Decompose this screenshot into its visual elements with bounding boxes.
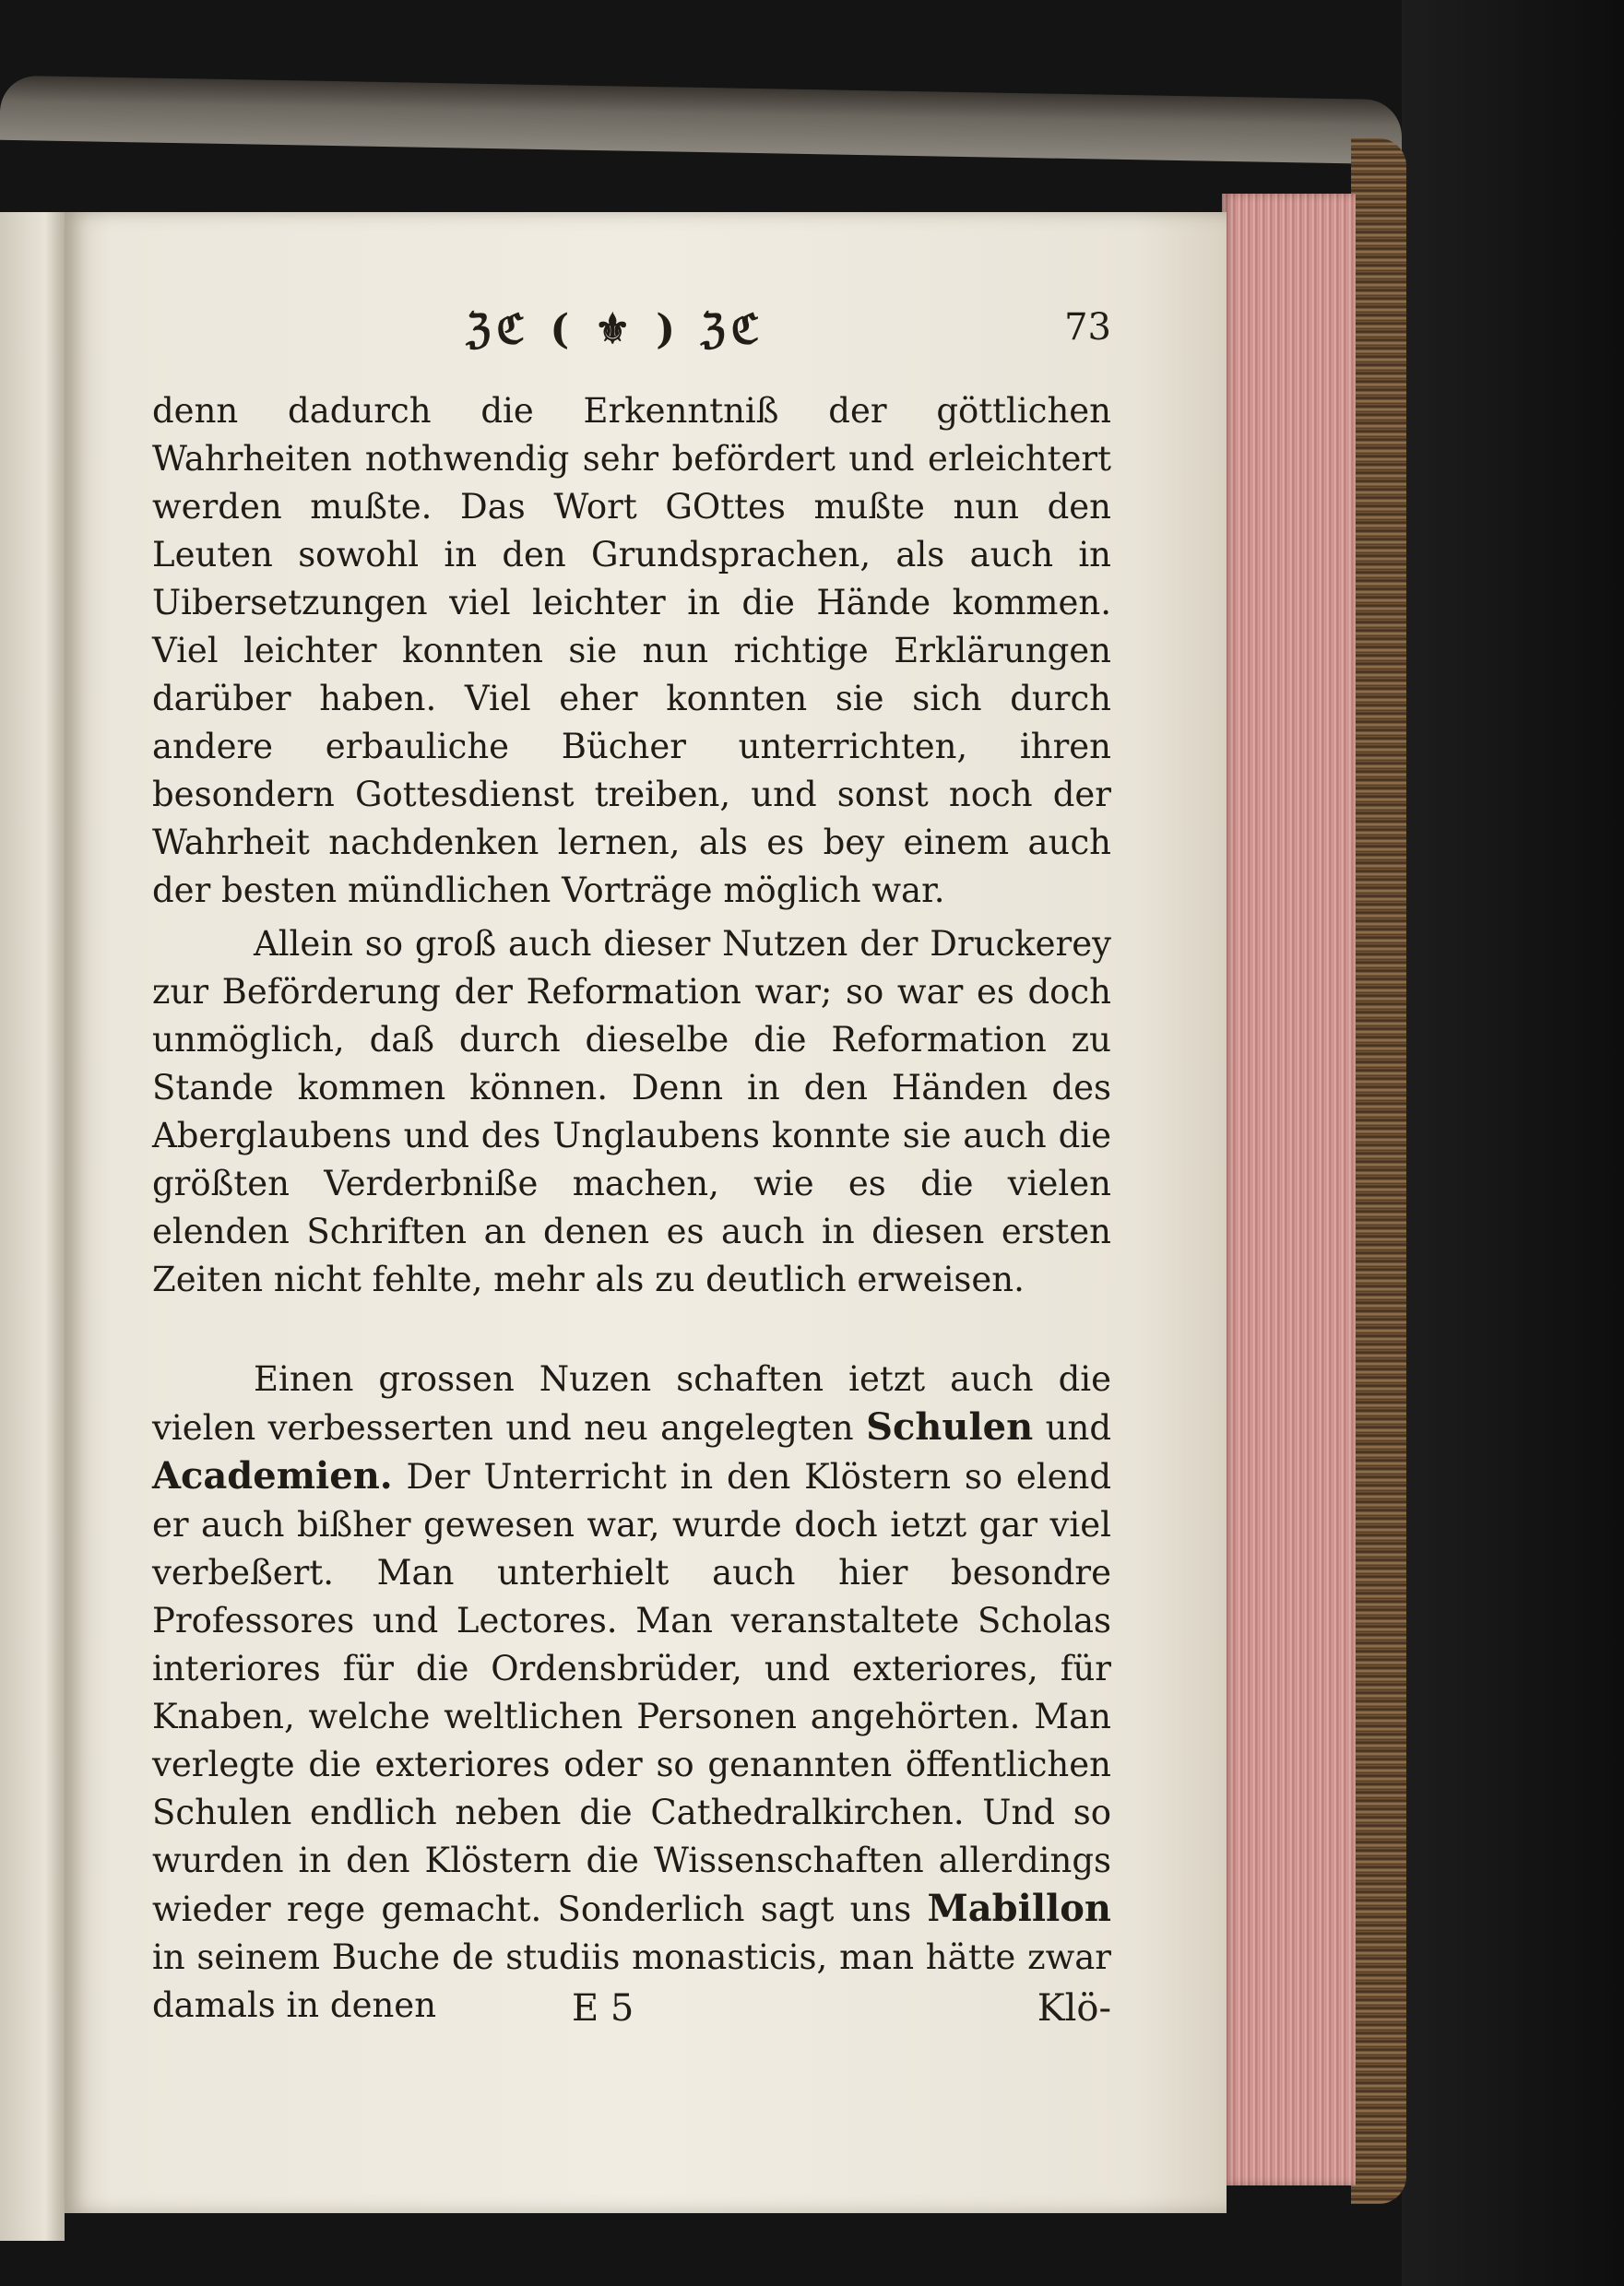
facing-page-edge — [0, 212, 65, 2241]
header-ornament: ℨℭ ( ⚜ ) ℨℭ — [466, 306, 765, 353]
emphasis-schulen: Schulen — [866, 1405, 1034, 1449]
signature-mark: E 5 — [572, 1987, 634, 2030]
page-header — [152, 306, 1111, 361]
paragraph-3-text-d: in seinem Buche de studiis monasticis, man hätte zwar damals in denen — [152, 1937, 1111, 2025]
book-cover-edge — [1351, 138, 1406, 2204]
paragraph-3-text-a: Einen grossen Nuzen schaften ietzt auch die vielen verbesserten und neu angelegten — [152, 1359, 1111, 1448]
page-fore-edge — [1222, 194, 1356, 2185]
emphasis-academien: Academien. — [152, 1454, 393, 1498]
emphasis-mabillon: Mabillon — [927, 1887, 1111, 1930]
book-top-edge — [0, 76, 1402, 165]
paragraph-1: denn dadurch die Erkenntniß der göttlichen Wahrheiten nothwendig sehr befördert und erleichtert werden mußte. Das Wort GOttes mußte nun den Leuten sowohl in den Grundsprachen, als auch in Uibersetzungen viel leichter in die Hände kommen. Viel leichter konnten sie nun richtige Erklärungen darüber haben. Viel eher konnten sie sich durch andere erbauliche Bücher unterrichten, ihren besondern Gottesdienst treiben, und sonst noch der Wahrheit nachdenken lernen, als es bey einem auch der besten mündlichen Vorträge möglich war. — [152, 391, 1111, 910]
paragraph-2: Allein so groß auch dieser Nutzen der Druckerey zur Beförderung der Reformation war; so war es doch unmöglich, daß durch dieselbe die Reformation zu Stande kommen können. Denn in den Händen des Aberglaubens und des Unglaubens konnte sie auch die größten Verderbniße machen, wie es die vielen elenden Schriften an denen es auch in diesen ersten Zeiten nicht fehlte, mehr als zu deutlich erweisen. — [152, 924, 1111, 1299]
dark-backdrop — [1402, 0, 1624, 2286]
paragraph-3-text-b: und — [1033, 1408, 1111, 1448]
page-footer — [152, 1987, 1111, 2043]
paragraph-3-text-c: Der Unterricht in den Klöstern so elend er auch bißher gewesen war, wurde doch ietzt gar viel verbeßert. Man unterhielt auch hier besondre Professores und Lectores. Man veranstaltete Scholas interiores für die Ordensbrüder, und exteriores, für Knaben, welche weltlichen Personen angehörten. Man verlegte die exteriores oder so genannten öffentlichen Schulen endlich neben die Cathedralkirchen. Und so wurden in den Klöstern die Wissenschaften allerdings wieder rege gemacht. Sonderlich sagt uns — [152, 1457, 1111, 1929]
catchword: Klö- — [1037, 1987, 1111, 2030]
page-number: 73 — [1064, 306, 1111, 349]
paragraph-3 — [152, 1356, 1111, 2030]
